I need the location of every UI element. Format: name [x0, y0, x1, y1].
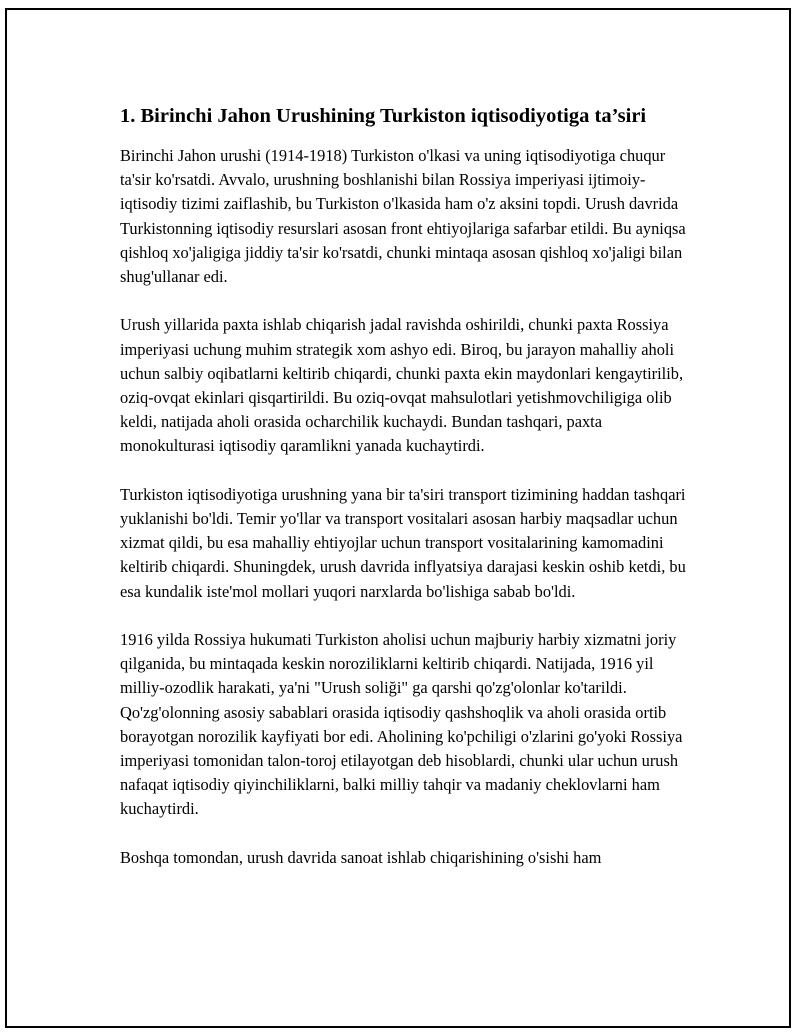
- paragraph-2: Urush yillarida paxta ishlab chiqarish jadal ravishda oshirildi, chunki paxta Rossiya imperiyasi uchung muhim strategik xom ashyo edi. Biroq, bu jarayon mahalliy aholi uchun salbiy oqibatlarni keltirib chiqardi, chunki paxta ekin maydonlari kengaytirilib, oziq-ovqat ekinlari qisqartirildi. Bu oziq-ovqat mahsulotlari yetishmovchiligiga olib keldi, natijada aholi orasida ocharchilik kuchaydi. Bundan tashqari, paxta monokulturasi iqtisodiy qaramlikni yanada kuchaytirdi.: [120, 315, 684, 456]
- page-frame: [5, 8, 791, 1028]
- paragraph-3: Turkiston iqtisodiyotiga urushning yana bir ta'siri transport tizimining haddan tashqari yuklanishi bo'ldi. Temir yo'llar va transport vositalari asosan harbiy maqsadlar uchun xizmat qildi, bu esa mahalliy ehtiyojlar uchun transport vositalarining kamomadini keltirib chiqardi. Shuningdek, urush davrida inflyatsiya darajasi keskin oshib ketdi, bu esa kundalik iste'mol mollari yuqori narxlarda bo'lishiga sabab bo'ldi.: [120, 484, 686, 601]
- paragraph-1: Birinchi Jahon urushi (1914-1918) Turkiston o'lkasi va uning iqtisodiyotiga chuqur ta'sir ko'rsatdi. Avvalo, urushning boshlanishi bilan Rossiya imperiyasi ijtimoiy-iqtisodiy tizimi zaiflashib, bu Turkiston o'lkasida ham o'z aksini topdi. Urush davrida Turkistonning iqtisodiy resurslari asosan front ehtiyojlariga safarbar etildi. Bu ayniqsa qishloq xo'jaligiga jiddiy ta'sir ko'rsatdi, chunki mintaqa asosan qishloq xo'jaligi bilan shug'ullanar edi.: [120, 146, 686, 287]
- paragraph-4: 1916 yilda Rossiya hukumati Turkiston aholisi uchun majburiy harbiy xizmatni joriy qilganida, bu mintaqada keskin noroziliklarni keltirib chiqardi. Natijada, 1916 yil milliy-ozodlik harakati, ya'ni "Urush soliği" ga qarshi qo'zg'olonlar ko'tarildi. Qo'zg'olonning asosiy sabablari orasida iqtisodiy qashshoqlik va aholi orasida ortib borayotgan norozilik kayfiyati bor edi. Aholining ko'pchiligi o'zlarini go'yoki Rossiya imperiyasi tomonidan talon-toroj etilayotgan deb hisoblardi, chunki ular uchun urush nafaqat iqtisodiy qiyinchiliklarni, balki milliy tahqir va madaniy cheklovlarni ham kuchaytirdi.: [120, 630, 683, 819]
- document-body: [120, 102, 695, 870]
- section-heading: 1. Birinchi Jahon Urushining Turkiston iqtisodiyotiga ta’siri: [120, 105, 647, 127]
- paragraph-5: Boshqa tomondan, urush davrida sanoat ishlab chiqarishining o'sishi ham: [120, 847, 602, 867]
